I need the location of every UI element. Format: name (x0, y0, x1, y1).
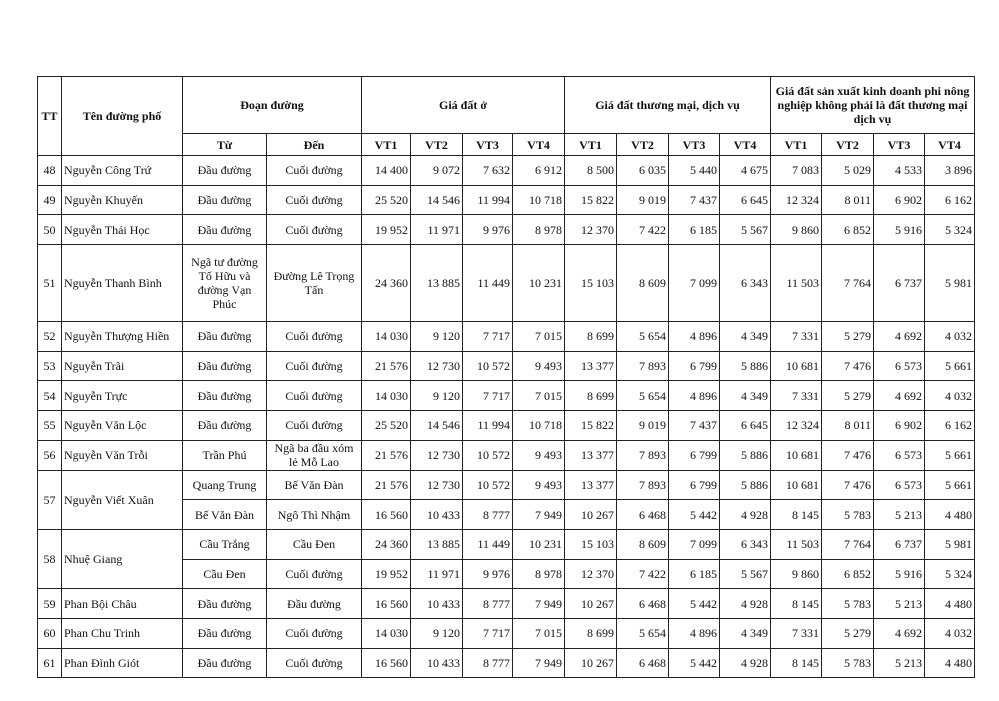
price-cell: 4 928 (720, 648, 771, 678)
segment-to: Cuối đường (267, 648, 362, 678)
street-name: Nguyễn Viết Xuân (62, 470, 183, 529)
price-cell: 5 279 (822, 381, 874, 411)
price-cell: 7 331 (771, 381, 822, 411)
price-cell: 7 764 (822, 245, 874, 322)
price-cell: 10 572 (463, 440, 513, 470)
price-cell: 7 764 (822, 529, 874, 559)
header-vt: VT4 (513, 134, 565, 156)
table-row (38, 215, 975, 245)
price-cell: 12 730 (411, 440, 463, 470)
price-cell: 4 533 (874, 156, 925, 186)
price-cell: 6 799 (669, 440, 720, 470)
price-cell: 7 949 (513, 589, 565, 619)
price-cell: 6 185 (669, 559, 720, 589)
price-cell: 5 783 (822, 589, 874, 619)
row-number: 49 (38, 185, 62, 215)
price-cell: 8 978 (513, 559, 565, 589)
price-cell: 4 675 (720, 156, 771, 186)
price-cell: 5 886 (720, 440, 771, 470)
segment-from: Đầu đường (183, 381, 267, 411)
price-cell: 12 730 (411, 351, 463, 381)
header-from: Từ (183, 134, 267, 156)
price-cell: 6 162 (925, 411, 975, 441)
price-cell: 4 349 (720, 322, 771, 352)
price-cell: 11 994 (463, 185, 513, 215)
price-cell: 13 885 (411, 245, 463, 322)
segment-to: Ngô Thì Nhậm (267, 500, 362, 530)
table-row (38, 156, 975, 186)
price-cell: 4 692 (874, 381, 925, 411)
segment-from: Đầu đường (183, 618, 267, 648)
price-cell: 5 654 (617, 322, 669, 352)
header-vt: VT1 (771, 134, 822, 156)
price-cell: 5 916 (874, 559, 925, 589)
header-vt: VT3 (669, 134, 720, 156)
price-cell: 4 896 (669, 322, 720, 352)
price-cell: 5 442 (669, 500, 720, 530)
price-cell: 7 476 (822, 351, 874, 381)
table-row (38, 440, 975, 470)
header-vt: VT2 (617, 134, 669, 156)
price-cell: 10 572 (463, 470, 513, 500)
price-cell: 6 902 (874, 185, 925, 215)
price-cell: 8 609 (617, 529, 669, 559)
price-cell: 14 546 (411, 411, 463, 441)
segment-from: Đầu đường (183, 351, 267, 381)
header-commercial-price: Giá đất thương mại, dịch vụ (565, 77, 771, 134)
price-cell: 9 860 (771, 215, 822, 245)
price-cell: 5 654 (617, 618, 669, 648)
price-cell: 8 011 (822, 185, 874, 215)
segment-from: Đầu đường (183, 589, 267, 619)
segment-to: Cuối đường (267, 322, 362, 352)
segment-to: Đầu đường (267, 589, 362, 619)
price-cell: 25 520 (362, 185, 411, 215)
price-cell: 4 480 (925, 648, 975, 678)
table-row (38, 322, 975, 352)
price-cell: 11 971 (411, 559, 463, 589)
price-cell: 4 032 (925, 322, 975, 352)
price-cell: 7 949 (513, 500, 565, 530)
price-cell: 24 360 (362, 245, 411, 322)
segment-to: Cuối đường (267, 351, 362, 381)
price-cell: 5 213 (874, 589, 925, 619)
segment-from: Đầu đường (183, 156, 267, 186)
segment-to: Ngã ba đầu xóm lẻ Mỗ Lao (267, 440, 362, 470)
price-cell: 14 030 (362, 322, 411, 352)
segment-from: Cầu Đen (183, 559, 267, 589)
segment-to: Bế Văn Đàn (267, 470, 362, 500)
price-cell: 15 103 (565, 529, 617, 559)
price-cell: 9 976 (463, 215, 513, 245)
row-number: 61 (38, 648, 62, 678)
price-cell: 7 331 (771, 322, 822, 352)
price-cell: 7 632 (463, 156, 513, 186)
price-cell: 7 015 (513, 322, 565, 352)
price-cell: 5 279 (822, 618, 874, 648)
price-cell: 5 213 (874, 500, 925, 530)
price-cell: 12 324 (771, 411, 822, 441)
header-vt: VT4 (720, 134, 771, 156)
price-cell: 5 567 (720, 559, 771, 589)
header-to: Đến (267, 134, 362, 156)
row-number: 48 (38, 156, 62, 186)
price-cell: 5 442 (669, 589, 720, 619)
price-cell: 9 072 (411, 156, 463, 186)
price-cell: 4 480 (925, 589, 975, 619)
price-cell: 10 433 (411, 648, 463, 678)
price-cell: 12 324 (771, 185, 822, 215)
segment-to: Cầu Đen (267, 529, 362, 559)
street-name: Phan Bội Châu (62, 589, 183, 619)
price-cell: 6 468 (617, 648, 669, 678)
price-cell: 8 699 (565, 618, 617, 648)
price-cell: 7 437 (669, 411, 720, 441)
price-cell: 21 576 (362, 470, 411, 500)
table-row (38, 411, 975, 441)
price-cell: 19 952 (362, 215, 411, 245)
segment-from: Đầu đường (183, 322, 267, 352)
street-name: Nguyễn Thái Học (62, 215, 183, 245)
table-row (38, 351, 975, 381)
price-cell: 8 777 (463, 500, 513, 530)
price-cell: 4 896 (669, 618, 720, 648)
price-cell: 8 145 (771, 500, 822, 530)
price-cell: 7 099 (669, 245, 720, 322)
price-cell: 10 267 (565, 500, 617, 530)
price-cell: 6 573 (874, 440, 925, 470)
price-cell: 7 437 (669, 185, 720, 215)
header-segment: Đoạn đường (183, 77, 362, 134)
header-tt: TT (38, 77, 62, 156)
price-cell: 7 949 (513, 648, 565, 678)
row-number: 50 (38, 215, 62, 245)
price-cell: 5 279 (822, 322, 874, 352)
price-cell: 10 433 (411, 589, 463, 619)
price-cell: 8 699 (565, 381, 617, 411)
price-cell: 4 032 (925, 618, 975, 648)
price-cell: 7 099 (669, 529, 720, 559)
segment-to: Cuối đường (267, 381, 362, 411)
price-cell: 7 476 (822, 470, 874, 500)
segment-from: Bế Văn Đàn (183, 500, 267, 530)
price-cell: 13 377 (565, 470, 617, 500)
price-cell: 6 852 (822, 559, 874, 589)
segment-from: Quang Trung (183, 470, 267, 500)
header-vt: VT1 (565, 134, 617, 156)
price-cell: 6 799 (669, 351, 720, 381)
price-cell: 10 681 (771, 351, 822, 381)
price-cell: 6 902 (874, 411, 925, 441)
price-cell: 11 971 (411, 215, 463, 245)
price-cell: 10 267 (565, 589, 617, 619)
price-cell: 10 572 (463, 351, 513, 381)
price-cell: 10 231 (513, 529, 565, 559)
price-cell: 8 777 (463, 648, 513, 678)
price-cell: 4 480 (925, 500, 975, 530)
price-cell: 6 468 (617, 589, 669, 619)
price-cell: 15 103 (565, 245, 617, 322)
price-cell: 5 324 (925, 215, 975, 245)
price-cell: 14 546 (411, 185, 463, 215)
price-cell: 4 928 (720, 500, 771, 530)
street-name: Phan Đình Giót (62, 648, 183, 678)
price-cell: 7 893 (617, 351, 669, 381)
table-row (38, 648, 975, 678)
price-cell: 14 030 (362, 381, 411, 411)
price-cell: 6 645 (720, 411, 771, 441)
price-cell: 12 730 (411, 470, 463, 500)
header-vt: VT4 (925, 134, 975, 156)
price-cell: 5 886 (720, 351, 771, 381)
price-cell: 7 331 (771, 618, 822, 648)
price-cell: 10 267 (565, 648, 617, 678)
street-name: Nguyễn Thượng Hiền (62, 322, 183, 352)
header-street-name: Tên đường phố (62, 77, 183, 156)
price-cell: 6 162 (925, 185, 975, 215)
price-cell: 6 185 (669, 215, 720, 245)
price-cell: 8 145 (771, 589, 822, 619)
price-cell: 4 349 (720, 618, 771, 648)
price-cell: 9 019 (617, 185, 669, 215)
price-cell: 13 377 (565, 440, 617, 470)
street-name: Phan Chu Trinh (62, 618, 183, 648)
row-number: 60 (38, 618, 62, 648)
price-cell: 21 576 (362, 351, 411, 381)
price-cell: 6 912 (513, 156, 565, 186)
price-cell: 19 952 (362, 559, 411, 589)
price-cell: 14 400 (362, 156, 411, 186)
price-cell: 5 661 (925, 440, 975, 470)
price-cell: 7 476 (822, 440, 874, 470)
price-cell: 7 717 (463, 381, 513, 411)
price-cell: 5 981 (925, 245, 975, 322)
price-cell: 7 893 (617, 440, 669, 470)
price-cell: 15 822 (565, 411, 617, 441)
price-cell: 10 718 (513, 411, 565, 441)
price-cell: 5 783 (822, 500, 874, 530)
price-cell: 7 015 (513, 618, 565, 648)
segment-from: Cầu Trắng (183, 529, 267, 559)
segment-from: Đầu đường (183, 648, 267, 678)
price-cell: 11 449 (463, 529, 513, 559)
row-number: 52 (38, 322, 62, 352)
price-cell: 9 120 (411, 618, 463, 648)
row-number: 59 (38, 589, 62, 619)
row-number: 53 (38, 351, 62, 381)
price-cell: 5 886 (720, 470, 771, 500)
price-cell: 9 019 (617, 411, 669, 441)
row-number: 57 (38, 470, 62, 529)
segment-to: Cuối đường (267, 411, 362, 441)
price-cell: 8 609 (617, 245, 669, 322)
table-row (38, 529, 975, 559)
price-cell: 5 442 (669, 648, 720, 678)
price-cell: 9 860 (771, 559, 822, 589)
price-cell: 25 520 (362, 411, 411, 441)
price-cell: 8 011 (822, 411, 874, 441)
price-cell: 6 737 (874, 245, 925, 322)
price-cell: 6 343 (720, 529, 771, 559)
price-cell: 6 573 (874, 351, 925, 381)
price-cell: 9 976 (463, 559, 513, 589)
price-cell: 13 377 (565, 351, 617, 381)
price-cell: 8 699 (565, 322, 617, 352)
price-cell: 9 493 (513, 440, 565, 470)
price-cell: 11 449 (463, 245, 513, 322)
price-cell: 24 360 (362, 529, 411, 559)
segment-to: Cuối đường (267, 559, 362, 589)
price-cell: 21 576 (362, 440, 411, 470)
header-residential-price: Giá đất ở (362, 77, 565, 134)
price-cell: 7 422 (617, 559, 669, 589)
price-cell: 6 468 (617, 500, 669, 530)
price-cell: 5 661 (925, 470, 975, 500)
header-vt: VT3 (874, 134, 925, 156)
price-cell: 5 981 (925, 529, 975, 559)
table-body (38, 156, 975, 678)
price-cell: 5 029 (822, 156, 874, 186)
street-name: Nguyễn Thanh Bình (62, 245, 183, 322)
header-vt: VT3 (463, 134, 513, 156)
price-cell: 11 503 (771, 529, 822, 559)
price-cell: 7 422 (617, 215, 669, 245)
street-name: Nguyễn Trãi (62, 351, 183, 381)
street-name: Nguyễn Khuyến (62, 185, 183, 215)
price-cell: 9 493 (513, 470, 565, 500)
price-cell: 6 737 (874, 529, 925, 559)
price-cell: 15 822 (565, 185, 617, 215)
price-cell: 6 852 (822, 215, 874, 245)
price-cell: 16 560 (362, 500, 411, 530)
price-cell: 6 645 (720, 185, 771, 215)
header-nonagri-price: Giá đất sản xuất kinh doanh phi nông nghiệp không phải là đất thương mại dịch vụ (771, 77, 975, 134)
price-cell: 9 120 (411, 322, 463, 352)
price-cell: 8 145 (771, 648, 822, 678)
street-name: Nguyễn Văn Trỗi (62, 440, 183, 470)
header-vt: VT2 (411, 134, 463, 156)
price-cell: 14 030 (362, 618, 411, 648)
price-cell: 3 896 (925, 156, 975, 186)
price-cell: 10 231 (513, 245, 565, 322)
price-cell: 4 928 (720, 589, 771, 619)
price-cell: 5 440 (669, 156, 720, 186)
segment-from: Đầu đường (183, 185, 267, 215)
price-cell: 9 493 (513, 351, 565, 381)
price-cell: 16 560 (362, 648, 411, 678)
price-cell: 8 500 (565, 156, 617, 186)
price-cell: 10 681 (771, 470, 822, 500)
price-cell: 12 370 (565, 559, 617, 589)
price-cell: 8 777 (463, 589, 513, 619)
price-cell: 10 433 (411, 500, 463, 530)
segment-to: Cuối đường (267, 156, 362, 186)
street-name: Nguyễn Trực (62, 381, 183, 411)
price-cell: 6 573 (874, 470, 925, 500)
price-cell: 8 978 (513, 215, 565, 245)
segment-from: Ngã tư đường Tố Hữu và đường Vạn Phúc (183, 245, 267, 322)
price-cell: 4 349 (720, 381, 771, 411)
header-vt: VT2 (822, 134, 874, 156)
price-cell: 4 896 (669, 381, 720, 411)
street-name: Nhuệ Giang (62, 529, 183, 588)
land-price-table (37, 76, 975, 678)
table-row (38, 245, 975, 322)
price-cell: 5 324 (925, 559, 975, 589)
street-name: Nguyễn Văn Lộc (62, 411, 183, 441)
table-row (38, 589, 975, 619)
price-cell: 5 654 (617, 381, 669, 411)
table-row (38, 381, 975, 411)
table-row (38, 185, 975, 215)
segment-to: Cuối đường (267, 185, 362, 215)
street-name: Nguyễn Công Trứ (62, 156, 183, 186)
price-cell: 7 015 (513, 381, 565, 411)
header-vt: VT1 (362, 134, 411, 156)
price-cell: 4 692 (874, 618, 925, 648)
table-row (38, 470, 975, 500)
price-cell: 7 893 (617, 470, 669, 500)
price-cell: 7 717 (463, 322, 513, 352)
price-cell: 5 213 (874, 648, 925, 678)
table-row (38, 618, 975, 648)
row-number: 51 (38, 245, 62, 322)
segment-from: Trần Phú (183, 440, 267, 470)
price-cell: 11 994 (463, 411, 513, 441)
price-cell: 5 783 (822, 648, 874, 678)
row-number: 58 (38, 529, 62, 588)
segment-to: Cuối đường (267, 215, 362, 245)
price-cell: 12 370 (565, 215, 617, 245)
row-number: 56 (38, 440, 62, 470)
price-cell: 5 916 (874, 215, 925, 245)
price-cell: 4 032 (925, 381, 975, 411)
price-cell: 6 799 (669, 470, 720, 500)
price-cell: 6 343 (720, 245, 771, 322)
price-cell: 10 718 (513, 185, 565, 215)
segment-from: Đầu đường (183, 411, 267, 441)
price-cell: 13 885 (411, 529, 463, 559)
price-cell: 7 717 (463, 618, 513, 648)
segment-from: Đầu đường (183, 215, 267, 245)
price-cell: 9 120 (411, 381, 463, 411)
price-cell: 16 560 (362, 589, 411, 619)
price-cell: 5 661 (925, 351, 975, 381)
row-number: 54 (38, 381, 62, 411)
price-cell: 7 083 (771, 156, 822, 186)
price-cell: 10 681 (771, 440, 822, 470)
segment-to: Cuối đường (267, 618, 362, 648)
price-cell: 5 567 (720, 215, 771, 245)
price-cell: 6 035 (617, 156, 669, 186)
price-cell: 4 692 (874, 322, 925, 352)
price-cell: 11 503 (771, 245, 822, 322)
row-number: 55 (38, 411, 62, 441)
segment-to: Đường Lê Trọng Tấn (267, 245, 362, 322)
